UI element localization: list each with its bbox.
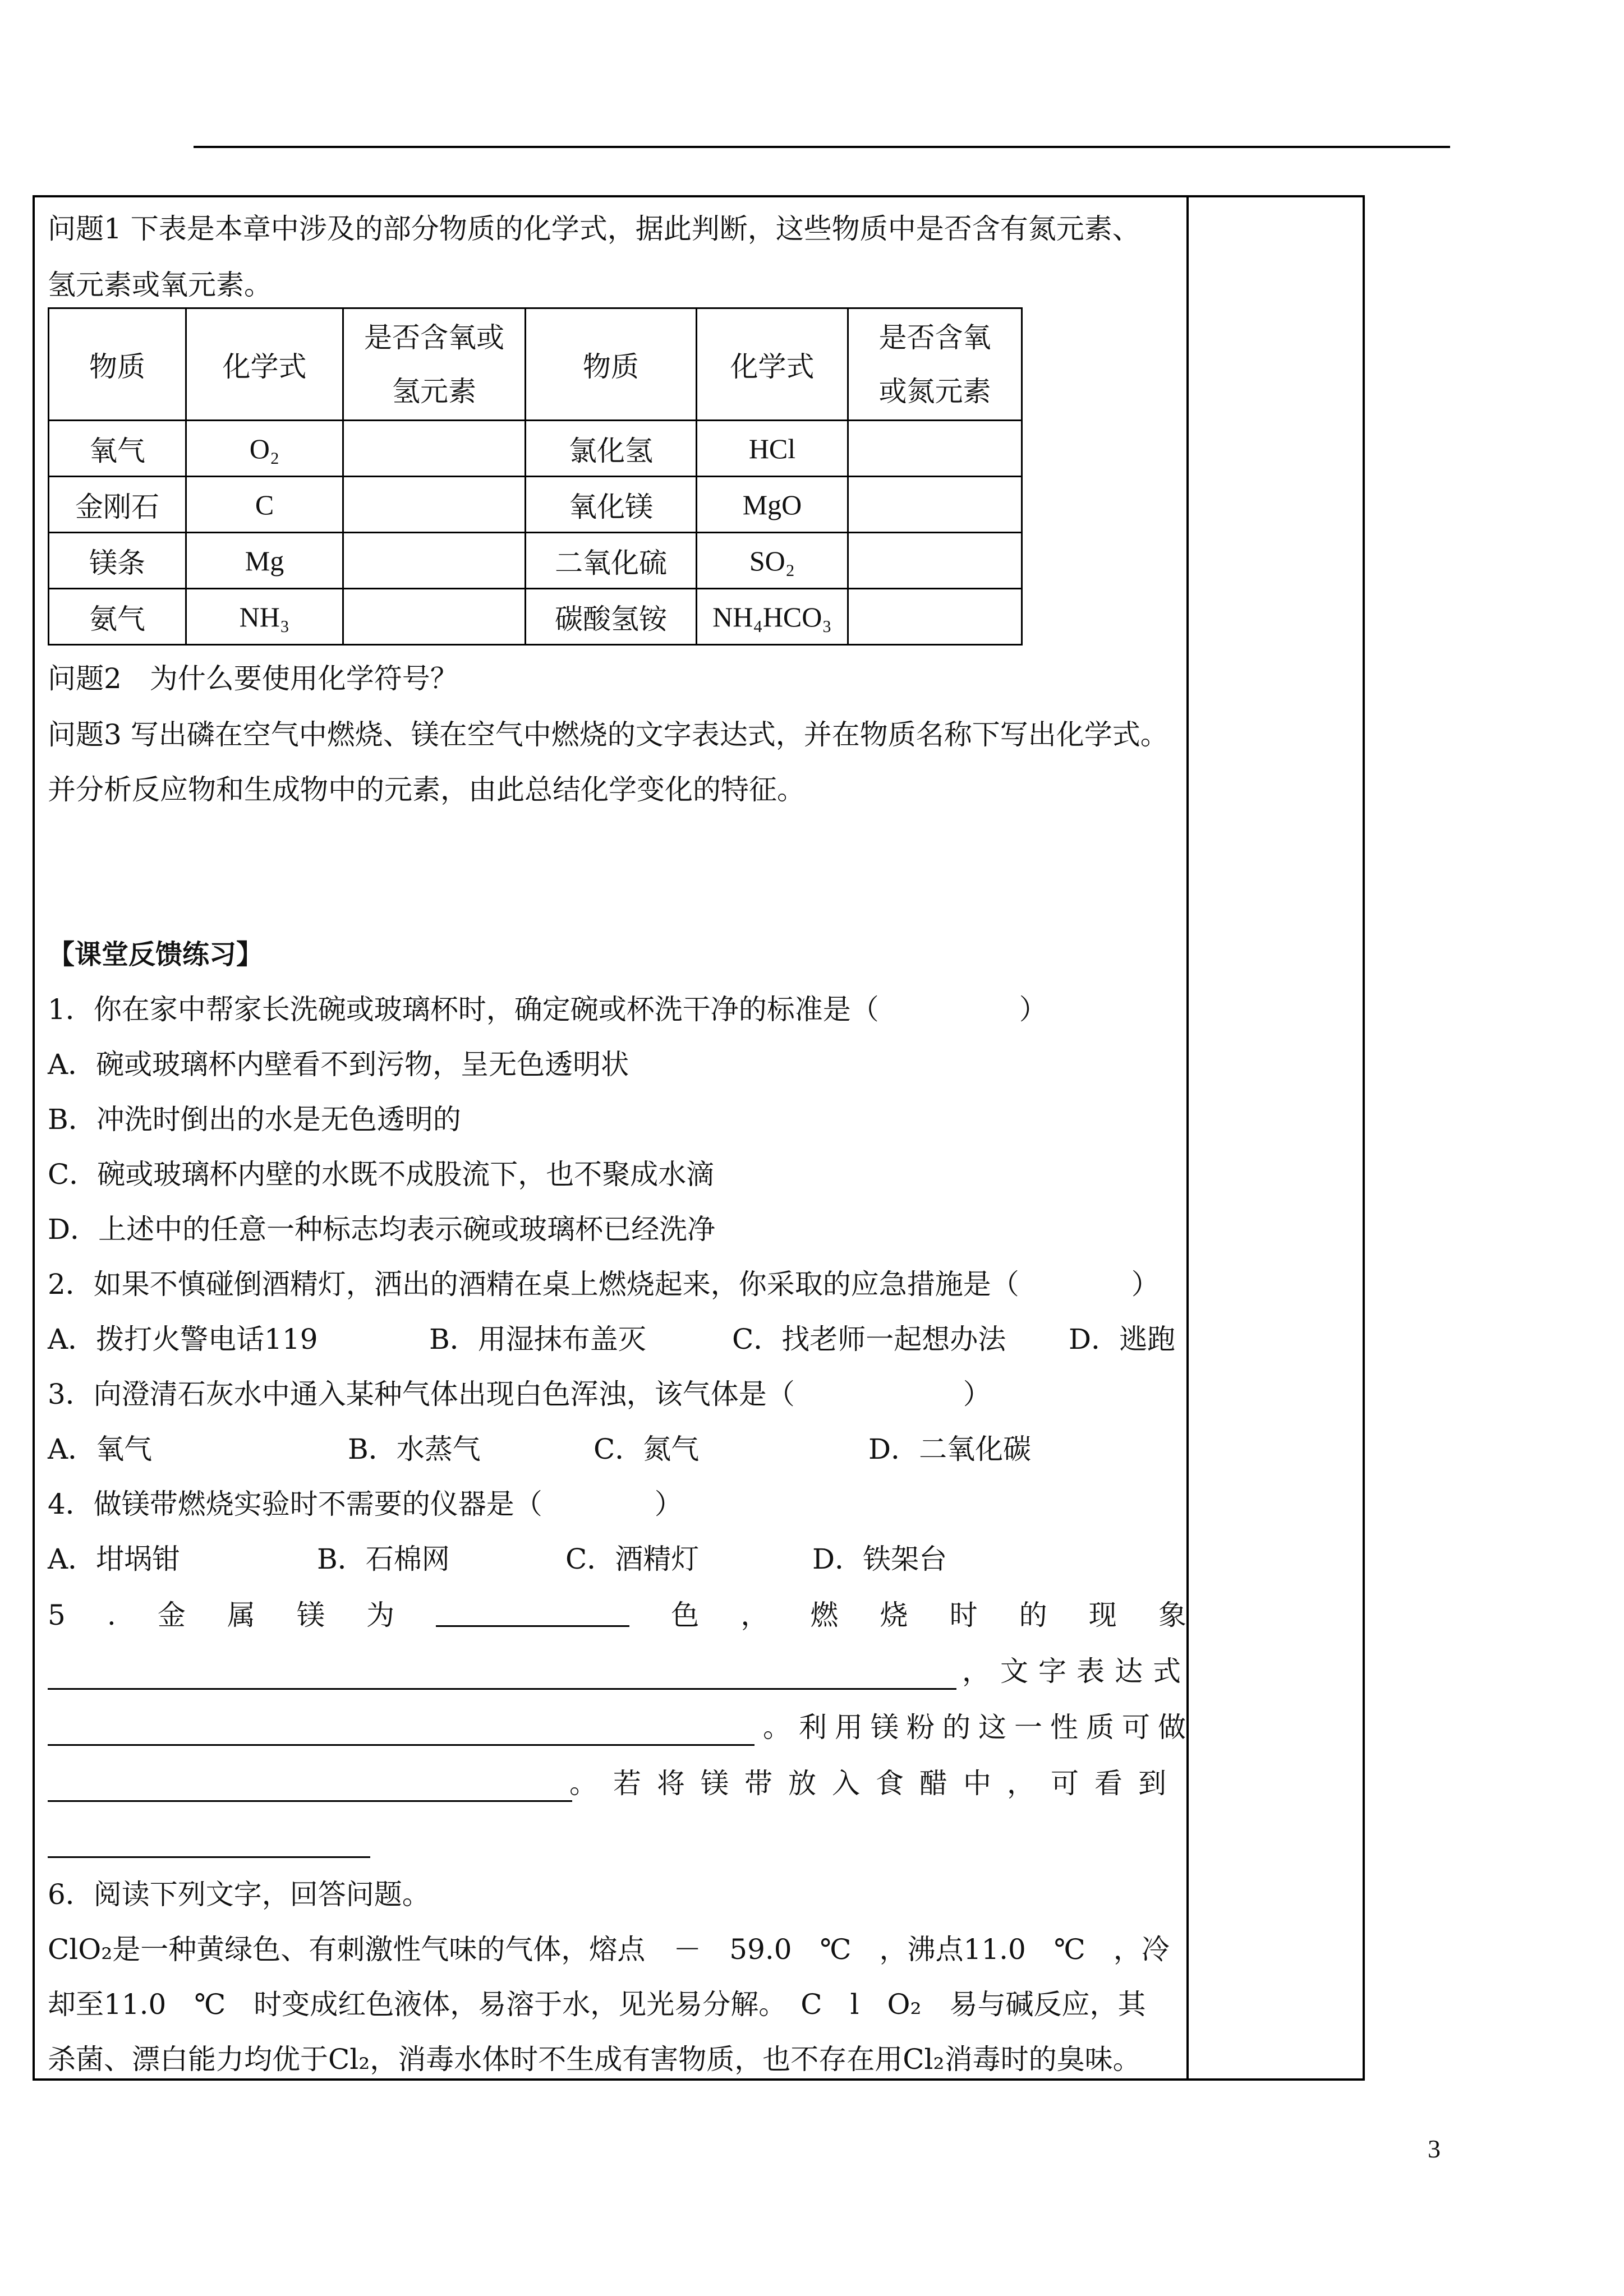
exercise-5-line1 (48, 1598, 1186, 1632)
e5-char: 的 (1019, 1599, 1047, 1631)
substance-table (48, 307, 1023, 646)
e5-char: 烧 (880, 1599, 908, 1631)
answer-cell[interactable] (848, 421, 1022, 477)
answer-cell[interactable] (343, 421, 526, 477)
exercise-6-line3: 杀菌、漂白能力均优于Cl₂，消毒水体时不生成有害物质，也不存在用Cl₂消毒时的臭味。 (48, 2043, 1141, 2076)
formula: HCl (697, 421, 848, 477)
exercise-4-stem: 4．做镁带燃烧实验时不需要的仪器是（ ） (48, 1488, 683, 1520)
formula: C (186, 477, 343, 533)
q3-line1: 问题3 写出磷在空气中燃烧、镁在空气中燃烧的文字表达式，并在物质名称下写出化学式。 (48, 718, 1168, 751)
exercise-1-option-a[interactable]: A．碗或玻璃杯内壁看不到污物，呈无色透明状 (48, 1048, 629, 1081)
e5-char: ， (740, 1599, 769, 1631)
header-contains-2-a: 是否含氧 (878, 321, 991, 354)
section-title: 【课堂反馈练习】 (48, 939, 264, 970)
table-row (49, 421, 1022, 477)
substance-name: 碳酸氢铵 (526, 589, 697, 645)
substance-name: 氯化氢 (526, 421, 697, 477)
answer-cell[interactable] (343, 589, 526, 645)
page-number: 3 (1428, 2134, 1441, 2163)
header-contains-2-b: 或氮元素 (878, 375, 991, 408)
substance-name: 氧化镁 (526, 477, 697, 533)
formula: NH₄HCO₃ (697, 589, 848, 645)
e5-char: 为 (366, 1599, 395, 1631)
answer-cell[interactable] (848, 589, 1022, 645)
exercise-2-option-c[interactable]: C．找老师一起想办法 (732, 1323, 1006, 1356)
exercise-3-option-a[interactable]: A．氧气 (48, 1433, 153, 1465)
exercise-3-stem: 3．向澄清石灰水中通入某种气体出现白色浑浊，该气体是（ ） (48, 1378, 991, 1410)
e5-text3: 。利用镁粉的这一性质可做 (763, 1711, 1194, 1744)
e5-char: 现 (1088, 1599, 1117, 1631)
e5-char: 时 (949, 1599, 978, 1631)
q2-text: 问题2 为什么要使用化学符号？ (48, 662, 458, 695)
exercise-1-stem: 1．你在家中帮家长洗碗或玻璃杯时，确定碗或杯洗干净的标准是（ ） (48, 993, 1047, 1026)
e5-blank-vinegar[interactable] (48, 1856, 370, 1858)
table-row (49, 589, 1022, 645)
substance-name: 氨气 (49, 589, 186, 645)
exercise-2-option-d[interactable]: D．逃跑 (1069, 1323, 1176, 1356)
header-formula-1: 化学式 (186, 308, 343, 421)
header-contains-1 (343, 308, 526, 421)
e5-text2: ，文字表达式 (962, 1655, 1191, 1688)
e5-blank-expression[interactable] (48, 1744, 755, 1746)
exercise-4-option-d[interactable]: D．铁架台 (812, 1543, 947, 1575)
e5-blank-color[interactable] (436, 1598, 629, 1627)
q3-line2: 并分析反应物和生成物中的元素，由此总结化学变化的特征。 (48, 773, 805, 806)
frame-divider (1186, 195, 1189, 2081)
exercise-3-option-c[interactable]: C．氮气 (594, 1433, 700, 1465)
table-header-row (49, 308, 1022, 421)
exercise-3-option-b[interactable]: B．水蒸气 (348, 1433, 481, 1465)
e5-char: 象 (1158, 1599, 1186, 1631)
substance-name: 二氧化硫 (526, 533, 697, 589)
exercise-1-option-b[interactable]: B．冲洗时倒出的水是无色透明的 (48, 1103, 461, 1136)
exercise-6-line1: ClO₂是一种黄绿色、有刺激性气味的气体，熔点 － 59.0 ℃ ，沸点11.0 ℃ ，冷 (48, 1933, 1170, 1966)
header-formula-2: 化学式 (697, 308, 848, 421)
substance-name: 金刚石 (49, 477, 186, 533)
answer-cell[interactable] (343, 477, 526, 533)
exercise-3-option-d[interactable]: D．二氧化碳 (868, 1433, 1032, 1465)
table-row (49, 533, 1022, 589)
q1-line2: 氢元素或氧元素。 (48, 269, 272, 301)
formula: SO₂ (697, 533, 848, 589)
e5-char: 色 (671, 1599, 700, 1631)
formula: Mg (186, 533, 343, 589)
e5-char: 属 (227, 1599, 255, 1631)
header-contains-1-b: 氢元素 (392, 375, 476, 408)
e5-blank-phenomenon[interactable] (48, 1688, 956, 1690)
e5-text4: 。若将镁带放入食醋中，可看到 (569, 1767, 1182, 1800)
header-rule (194, 146, 1450, 148)
e5-char: 燃 (810, 1599, 839, 1631)
exercise-1-option-d[interactable]: D．上述中的任意一种标志均表示碗或玻璃杯已经洗净 (48, 1213, 716, 1246)
exercise-4-option-a[interactable]: A．坩埚钳 (48, 1543, 181, 1575)
exercise-2-option-a[interactable]: A．拨打火警电话119 (48, 1323, 318, 1356)
table-row (49, 477, 1022, 533)
answer-cell[interactable] (848, 533, 1022, 589)
e5-char: 5 (48, 1599, 66, 1631)
substance-name: 镁条 (49, 533, 186, 589)
formula: O₂ (186, 421, 343, 477)
exercise-6-stem: 6．阅读下列文字，回答问题。 (48, 1878, 430, 1911)
e5-char: . (107, 1599, 116, 1631)
answer-cell[interactable] (848, 477, 1022, 533)
header-contains-2 (848, 308, 1022, 421)
exercise-2-option-b[interactable]: B．用湿抹布盖灭 (429, 1323, 646, 1356)
e5-char: 镁 (297, 1599, 325, 1631)
header-contains-1-a: 是否含氧或 (364, 321, 504, 354)
formula: MgO (697, 477, 848, 533)
exercise-6-line2: 却至11.0 ℃ 时变成红色液体，易溶于水，见光易分解。 C l O₂ 易与碱反应，其 (48, 1988, 1146, 2021)
q1-line1: 问题1 下表是本章中涉及的部分物质的化学式，据此判断，这些物质中是否含有氮元素、 (48, 213, 1140, 245)
e5-blank-use[interactable] (48, 1800, 572, 1802)
answer-cell[interactable] (343, 533, 526, 589)
substance-name: 氧气 (49, 421, 186, 477)
header-substance-1: 物质 (49, 308, 186, 421)
e5-char: 金 (157, 1599, 186, 1631)
formula: NH₃ (186, 589, 343, 645)
exercise-1-option-c[interactable]: C．碗或玻璃杯内壁的水既不成股流下，也不聚成水滴 (48, 1158, 715, 1191)
exercise-4-option-c[interactable]: C．酒精灯 (565, 1543, 700, 1575)
exercise-4-option-b[interactable]: B．石棉网 (317, 1543, 450, 1575)
header-substance-2: 物质 (526, 308, 697, 421)
exercise-2-stem: 2．如果不慎碰倒酒精灯，洒出的酒精在桌上燃烧起来，你采取的应急措施是（ ） (48, 1268, 1160, 1301)
